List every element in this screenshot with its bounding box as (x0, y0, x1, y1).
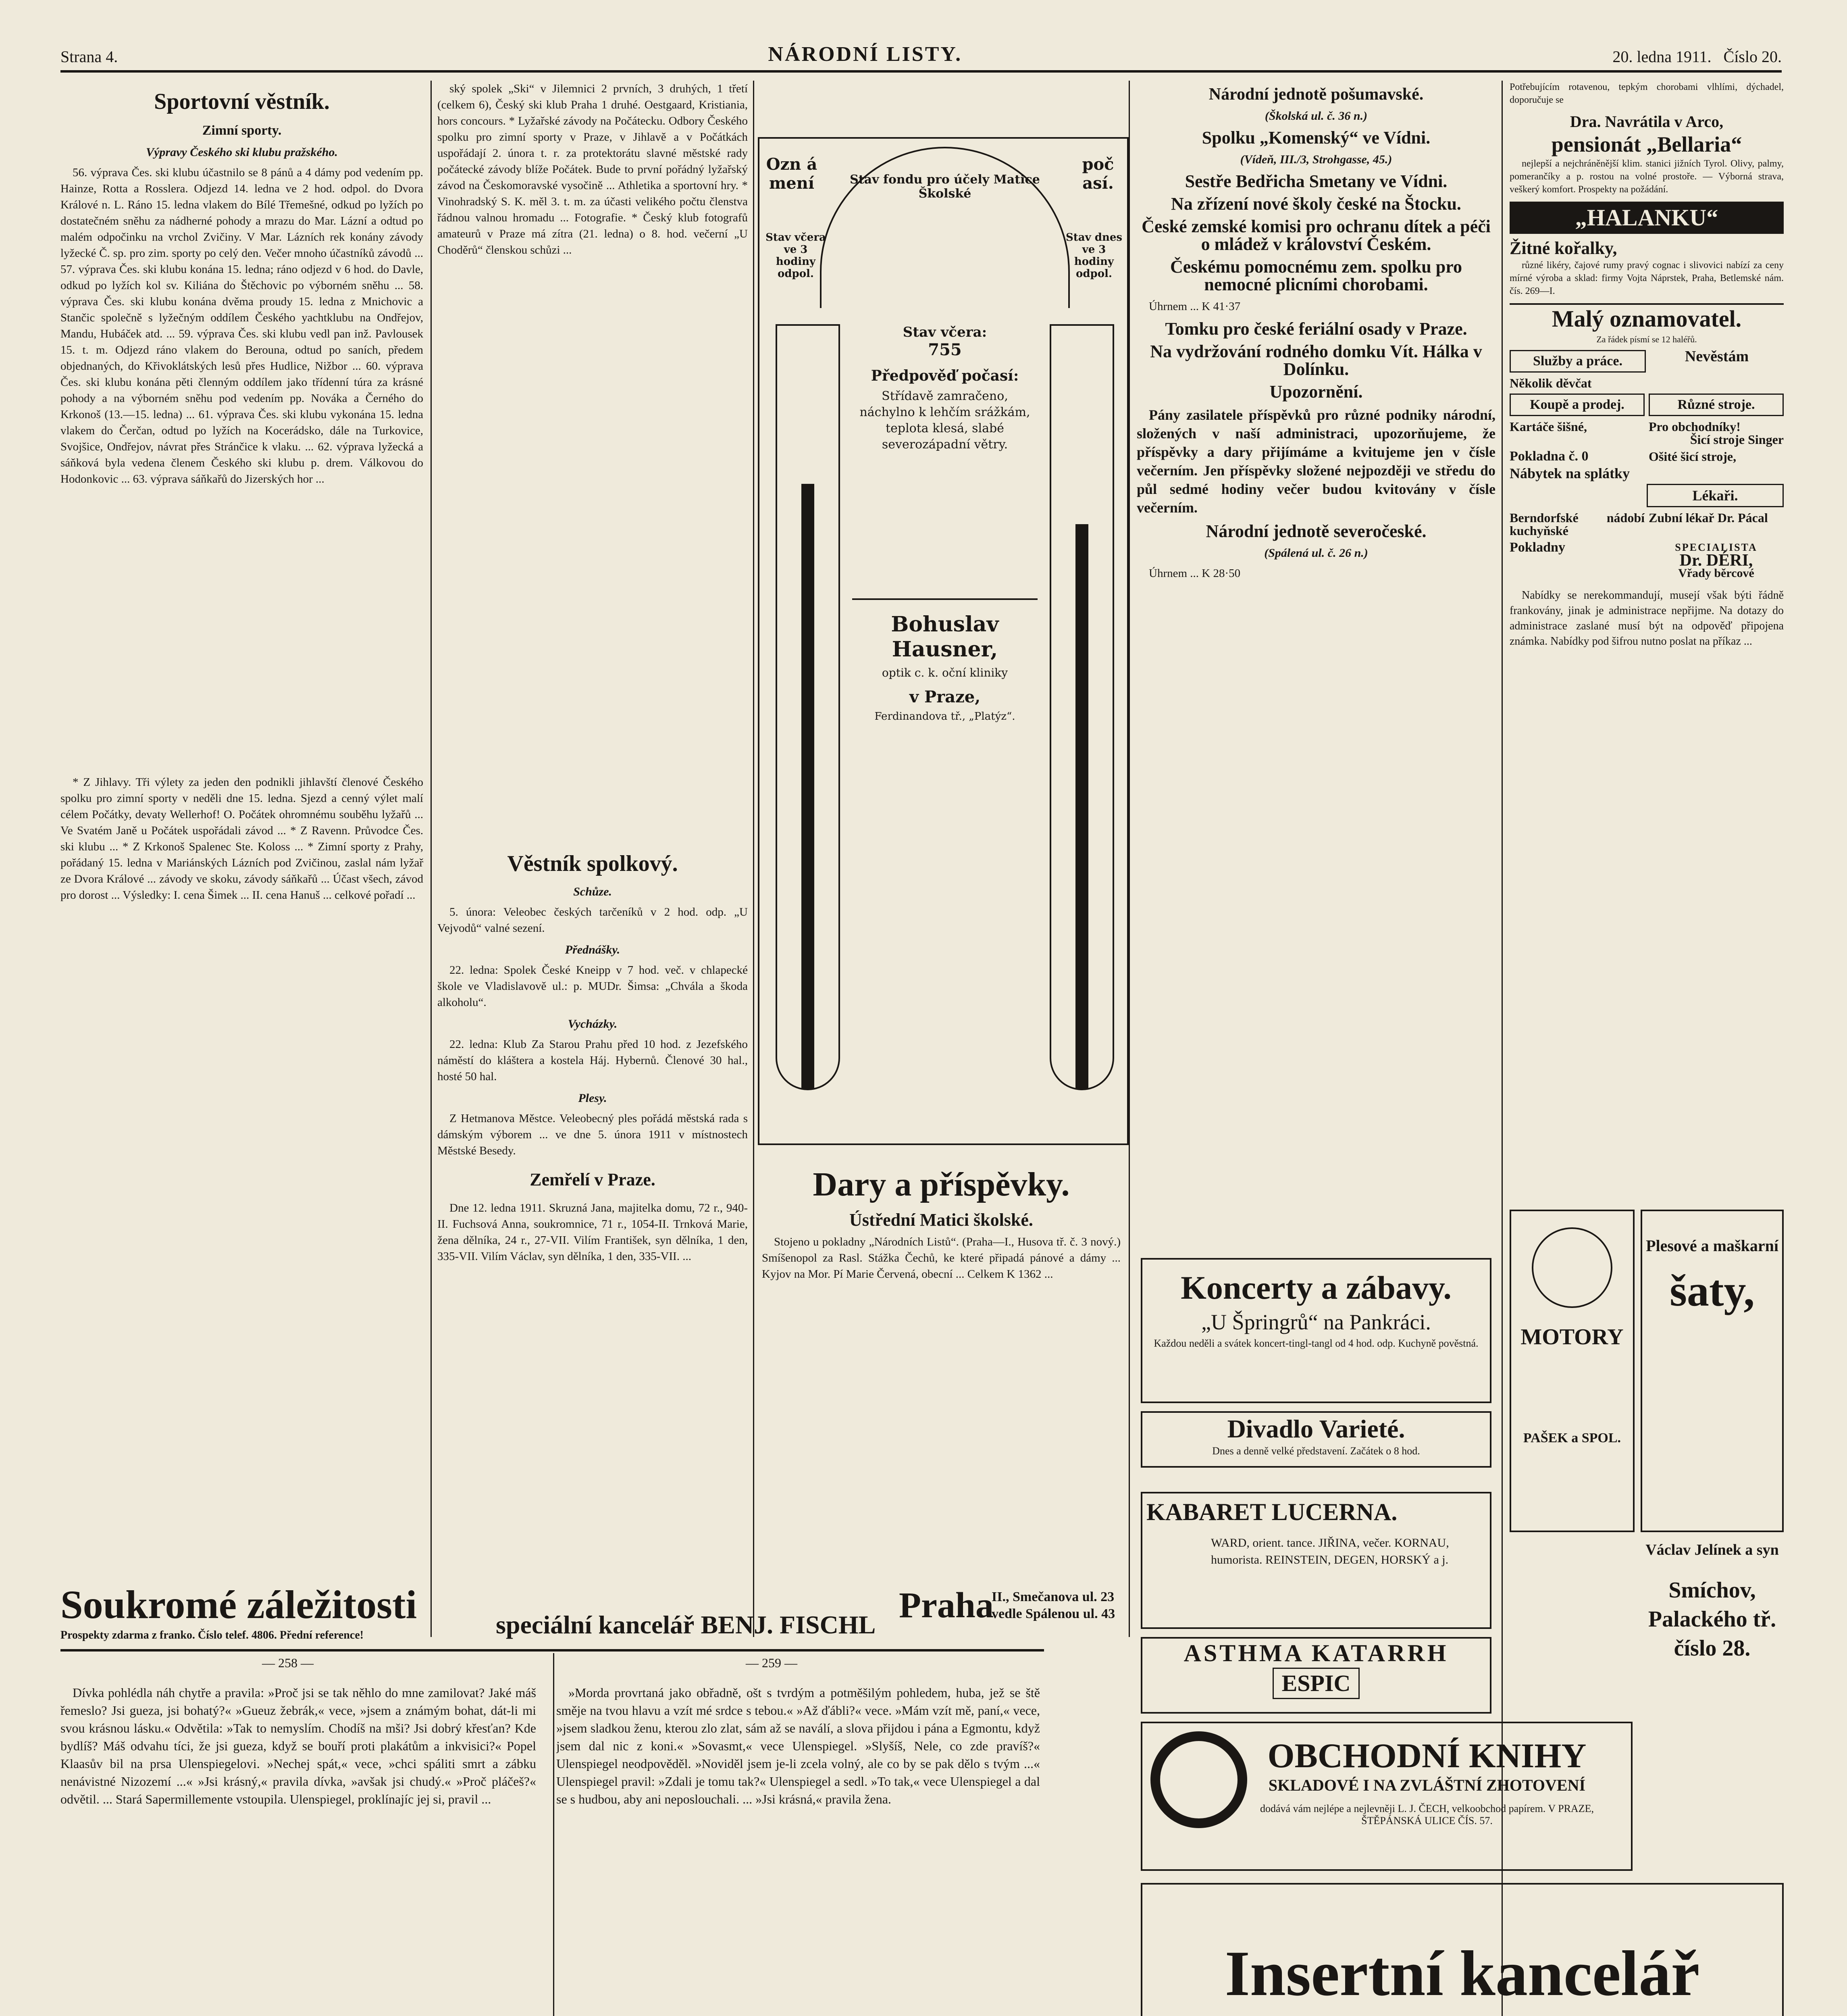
variete-ad (1141, 1411, 1491, 1468)
kabaret-heading: KABARET LUCERNA. (1146, 1499, 1398, 1525)
letter-o-ornament (1150, 1731, 1247, 1828)
balls-text: Z Hetmanova Městce. Veleobecný ples pořádá městská rada s dámským výborem ... ve dne 5. února 1911 v místnostech Městské Besedy. (437, 1112, 748, 1157)
contributions-heading-8: Na vydržování rodného domku Vít. Hálka v Dolínku. (1150, 342, 1482, 379)
ball-dresses-heading: Plesové a maškarní (1646, 1237, 1778, 1255)
dr-deri-heading: Dr. DÉRI, (1679, 551, 1753, 570)
optician-city: v Praze, (909, 687, 981, 706)
doctors-box: Lékaři. (1647, 484, 1784, 507)
school-matice-heading: Ústřední Matici školské. (849, 1210, 1033, 1230)
classified-heading: Malý oznamovatel. (1510, 303, 1784, 333)
contributions-heading-3: Sestře Bedřicha Smetany ve Vídni. (1185, 171, 1448, 191)
variete-heading: Divadlo Varieté. (1227, 1414, 1405, 1443)
classified-row-6 (1510, 541, 1784, 580)
safe-heading: Pokladna č. 0 (1510, 449, 1589, 464)
classifieds-column (1510, 81, 1784, 1210)
buy-sell-box: Koupě a prodej. (1510, 394, 1645, 416)
notice-heading: Upozornění. (1269, 382, 1363, 402)
barometer-value: 755 (928, 340, 962, 359)
specialist-label: SPECIALISTA (1675, 541, 1758, 553)
barometer-title: Stav včera: (903, 324, 987, 340)
bellaria-text: nejlepší a nejchráněnější klim. stanici jižních Tyrol. Olivy, palmy, pomerančíky a p. rostou na volné prostoře. — Výborná strava, veškerý komfort. Prospekty na požádání. (1510, 158, 1784, 195)
optician-name: Bohuslav Hausner, (891, 612, 999, 662)
kabaret-text: WARD, orient. tance. JIŘINA, večer. KORNAU, humorista. REINSTEIN, DEGEN, HORSKÝ a j. (1211, 1536, 1449, 1566)
donations-heading: Dary a příspěvky. (813, 1166, 1070, 1203)
fischl-heading: speciální kancelář BENJ. FISCHL (496, 1610, 876, 1639)
sport-heading: Sportovní věstník. (154, 89, 330, 114)
bellaria-heading: pensionát „Bellaria“ (1551, 132, 1742, 156)
brides-heading: Nevěstám (1685, 348, 1749, 365)
girls-heading: Několik děvčat (1510, 376, 1592, 390)
page-number: Strana 4. (60, 48, 118, 66)
lectures-subheading: Přednášky. (565, 943, 620, 956)
folio-left: — 258 — (262, 1656, 314, 1670)
classified-row-3 (1510, 420, 1784, 433)
business-books-subheading: SKLADOVÉ I NA ZVLÁŠTNÍ ZHOTOVENÍ (1268, 1776, 1586, 1794)
left-thermometer-tube (776, 324, 840, 1090)
contributions-column (1137, 81, 1495, 1250)
motor-icon (1532, 1227, 1612, 1308)
classified-subheading: Za řádek písmí se 12 haléřů. (1596, 334, 1697, 344)
newspaper-title: NÁRODNÍ LISTY. (768, 43, 963, 66)
dresses-heading: šaty, (1670, 1266, 1755, 1315)
asthma-heading: ASTHMA KATARRH (1183, 1640, 1449, 1666)
sport-column-2 (437, 81, 748, 835)
feuilleton-section (60, 1649, 1044, 2016)
insertion-office-ad (1141, 1883, 1784, 2016)
brushes-heading: Kartáče šišné, (1510, 419, 1587, 434)
contributions-heading-9: Národní jednotě severočeské. (1206, 521, 1427, 541)
column-rule (753, 81, 754, 1637)
column-rule (1129, 81, 1130, 1637)
masthead (60, 44, 1782, 73)
optician-ad (852, 598, 1038, 723)
business-books-heading: OBCHODNÍ KNIHY (1267, 1736, 1587, 1775)
kabaret-lucerna-ad (1141, 1492, 1491, 1629)
issue-date: 20. ledna 1911. Číslo 20. (1612, 48, 1782, 66)
dentist-heading: Zubní lékař Dr. Pácal (1649, 510, 1768, 525)
donations-column (762, 1157, 1121, 1633)
contributions-address-9: (Spálená ul. č. 26 n.) (1264, 546, 1368, 560)
ball-dresses-ad (1641, 1210, 1784, 1532)
forecast-heading: Předpověď počasí: (871, 367, 1019, 384)
feuilleton-rule (553, 1653, 554, 2016)
weather-thermometer-ad (758, 137, 1129, 1145)
concerts-heading: Koncerty a zábavy. (1181, 1269, 1452, 1306)
zitne-text: různé likéry, čajové rumy pravý cognac i slivovici nabízí za ceny mírné výroba a sklad: firmy Vojta Náprstek, Praha, Betlemské nám. čís. 269—I. (1510, 260, 1784, 296)
arco-intro: Potřebujícím rotavenou, tepkým chorobami vlhlími, dýchadel, doporučuje se (1510, 82, 1784, 105)
column-rule (431, 81, 432, 1637)
ulcers-heading: Vřady běrcové (1678, 566, 1754, 580)
optician-title: optik c. k. oční kliniky (882, 666, 1008, 679)
variete-text: Dnes a denně velké představení. Začátek o 8 hod. (1212, 1445, 1420, 1457)
feuilleton-right (556, 1684, 1040, 2016)
lectures-text: 22. ledna: Spolek České Kneipp v 7 hod. več. v chlapecké škole ve Vladislavově ul.: p. MUDr. Šimsa: „Chvála a škoda alkoholu“. (437, 964, 748, 1009)
private-affairs-heading: Soukromé záležitosti (60, 1582, 417, 1627)
jelinek-address: Smíchov, Palackého tř. číslo 28. (1648, 1578, 1776, 1661)
sport-article: 56. výprava Čes. ski klubu účastnilo se 8 pánů a 4 dámy pod vedením pp. Hainze, Rotta a Rosslera. Odjezd 14. ledna ve 2 hod. odpol. do Dvora Králové n. L. Ráno 15. ledna vlakem do Bílé Třemešné, odkud po lyžích po dostatečném sněhu za nádherné pohody a mrazu do Mar. Lázní a odtud po malém odpočinku na vrchol Zvičiny. V Mar. Lázních rek konány závody lyžecké Č. sp. pro zim. sporty po celý den. Večer mnoho účastníků závodů ... 57. výprava Čes. ski klubu konána 15. ledna; ráno odjezd v 6 hod. do Davle, odkud po lyžích kol sv. Kiliána do Štěchovic po výborném sněhu ... 58. výprava Čes. ski klubu konána dvěma proudy 15. ledna z Mnichovic a Stančic společně s lyžečným oddílem Českého yachtklubu na Ondřejov, Mandu, Hubáček atd. ... 59. výprava Čes. ski klubu vedl pan inž. Pavlousek 15. t. m. Odjezd ráno vlakem do Berouna, odtud po saních, předem objednaných, do Křivoklátských lesů přes Hudlice, Nižbor ... 60. výprava Čes. ski klubu konána pěti členným oddílem jako třídenní túra za krásné pohody a na výborném sněhu pod vedením pp. Nováka a Černého do Krkonoš (13.—15. ledna) ... 61. výprava Čes. ski klubu vykonána 15. ledna vlakem do Čerčan, odtud po lyžích na Kocerádsko, dále na Turkovice, Svojšice, Ondřejov, návrat přes Stránčice k vlaku. ... 62. výprava lyžecká a sáňková byla vedena členem Českého ski klubu p. drem. Válkovou do Hodonkovic ... 63. výprava sáňkařů do Jizerských hor ... (60, 166, 423, 485)
zitne-heading: Žitné kořalky, (1510, 238, 1617, 258)
thermometer-arc-text: Stav fondu pro účely Matice Školské (850, 173, 1040, 201)
asthma-ad (1141, 1637, 1491, 1714)
business-books-text: dodává vám nejlépe a nejlevněji L. J. ČECH, velkoobchod papírem. V PRAZE, ŠTĚPÁNSKÁ ULICE ČÍS. 57. (1260, 1803, 1594, 1826)
right-thermometer-tube (1050, 324, 1114, 1090)
thermometer-arc (820, 147, 1070, 308)
sport-column (60, 81, 423, 774)
feuilleton-left-text: Dívka pohlédla náh chytře a pravila: »Proč jsi se tak něhlo do mne zamilovat? Jaké máš řemeslo? Jsi gueza, jsi bohatý?« »Gueuz žebrák,« vece, »jsem a známým bohat, dát-li mi svou krásnou lásku.« Odvětila: »Tak to nemyslím. Chodíš na mši? Jsi dobrý křesťan? Kde bydlíš? Máš odvahu tíci, že jsi gueza, když se bouří proti plakátům a inkvisici?« Popel Klaasův bil na prsa Ulenspiegelovi. »Nechej spát,« vece, »chci spáliti smrt a zábku nenávistné Nizozemí ...« »Jsi krásný,« pravila dívka, »avšak jsi chudý.« »Proč pláčeš?« odvětil. ... Stará Sapermillemente vstoupila. Ulenspiegel, proklínajíc jej si, pravil ... (60, 1685, 536, 1806)
contributions-heading-7: Tomku pro české feriální osady v Praze. (1165, 319, 1467, 339)
forecast-text: Střídavě zamračeno, náchylno k lehčím srážkám, teplota klesá, slabé severozápadní větry. (859, 389, 1030, 452)
state-yesterday-label: Stav včera ve 3 hodiny odpol. (765, 231, 826, 280)
winter-sports-subheading: Zimní sporty. (202, 123, 282, 138)
private-affairs-ad (60, 1581, 492, 1649)
concerts-ad (1141, 1258, 1491, 1403)
ski-club-subheading: Výpravy Českého ski klubu pražského. (146, 146, 338, 159)
deaths-heading: Zemřelí v Praze. (530, 1170, 655, 1189)
contributions-heading-2: Spolku „Komenský“ ve Vídni. (1202, 128, 1431, 148)
walks-subheading: Vycházky. (568, 1017, 618, 1031)
berndorf-heading: Berndorfské nádobí kuchyňské (1510, 510, 1645, 538)
safes-heading: Pokladny (1510, 540, 1565, 555)
optician-address: Ferdinandova tř., „Platýz“. (874, 710, 1015, 723)
contributions-heading-5: České zemské komisi pro ochranu dítek a péči o mládež v království Českém. (1142, 217, 1491, 254)
motory-heading: MOTORY (1520, 1325, 1624, 1350)
balls-subheading: Plesy. (578, 1091, 607, 1105)
classified-row-1 (1510, 350, 1784, 373)
jelinek-heading: Václav Jelínek a syn (1645, 1541, 1779, 1558)
folio-right: — 259 — (746, 1656, 797, 1670)
classified-row-2 (1510, 394, 1784, 416)
springer-venue: „U Špringrů“ na Pankráci. (1201, 1310, 1431, 1334)
business-books-ad (1141, 1722, 1633, 1871)
club-bulletin (437, 843, 748, 1633)
arco-doctor: Dra. Navrátila v Arco, (1570, 112, 1724, 131)
contributions-address-2: (Vídeň, III./3, Strohgasse, 45.) (1240, 153, 1392, 166)
paseka-heading: PAŠEK a SPOL. (1523, 1431, 1621, 1445)
contributions-heading-1: Národní jednotě pošumavské. (1208, 85, 1424, 104)
classified-row-5 (1510, 511, 1784, 537)
feuilleton-left (60, 1684, 536, 2016)
sport-column-continued (60, 774, 423, 1633)
contributions-total-2: Úhrnem ... K 28·50 (1149, 567, 1241, 580)
contributions-address-1: (Školská ul. č. 36 n.) (1265, 109, 1368, 123)
sport-continued-article: ský spolek „Ski“ v Jilemnici 2 prvních, 3 druhých, 1 třetí (celkem 6), Český ski klub Praha 1 druhé. Oestgaard, Kristiania, hors concours. * Lyžařské závody na Počátecku. Odbory Českého spolku pro zimní sporty v Praze, v Jihlavě a v Počátkách uspořádají 2. února t. r. za protektorátu slavné městské rady počátecké závody blíže Počátek. Bude to první pořádný lyžařský závod na Českomoravské vysočině ... Athletika a sportovní hry. * Vinohradský S. K. měl 3. t. m. za účasti velikého počtu členstva řádnou valnou hromadu ... Fotografie. * Český klub fotografů amateurů v Praze má zítra (21. ledna) o 8. hod. večerní „U Choděrů“ členskou schůzi ... (437, 82, 748, 256)
services-box: Služby a práce. (1510, 350, 1646, 373)
classified-notice: Nabídky se nerekommandují, musejí však býti řádně frankovány, jinak je administrace nepřijme. Na dotazy do administrace zaslané musí být na odpověď připojena známka. Nabídky pod šifrou nutno poslat na příkaz ... (1510, 589, 1784, 648)
meetings-subheading: Schůze. (573, 885, 612, 898)
barometer-panel (852, 324, 1038, 453)
insertion-office-heading: Insertní kancelář (1225, 1937, 1700, 2009)
notice-text: Pány zasilatele příspěvků pro různé podniky národní, složených v naší administraci, upozorňujeme, že příspěvky a dary přijímáme a kvitujeme jen v čísle večerním. Jen příspěvky složené nejpozději ve středu do půl sedmé hodiny večer budou kvitovány v čísle večerním. (1137, 407, 1495, 516)
jelinek-ad (1641, 1540, 1784, 1663)
deaths-list: Dne 12. ledna 1911. Skruzná Jana, majitelka domu, 72 r., 940-II. Fuchsová Anna, soukromnice, 71 r., 1054-II. Trnková Marie, žena dělníka, 24 r., 27-VII. Vilím František, syn dělníka, 1 den, 335-VII. Vilím Václav, syn dělníka, 1 den, 335-VII. ... (437, 1202, 748, 1263)
classified-row-4 (1510, 450, 1784, 463)
halanku-banner: „HALANKU“ (1510, 202, 1784, 234)
donations-text: Stojeno u pokladny „Národních Listů“. (Praha—I., Husova tř. č. 3 nový.) Smíšenopol za Rasl. Stážka Čechů, ke které připadá pánové a dámy ... Kyjov na Mor. Pí Marie Červená, obecní ... Celkem K 1362 ... (762, 1235, 1121, 1281)
walks-text: 22. ledna: Klub Za Starou Prahu před 10 hod. z Jezefského náměstí do kláštera a kostela Háj. Hybernů. Členové 30 hal., hosté 50 hal. (437, 1038, 748, 1083)
jihlava-article: * Z Jihlavy. Tři výlety za jeden den podnikli jihlavští členové Českého spolku pro zimní sporty v neděli dne 15. ledna. Sjezd a cenný výlet malí célem Počátky, devaty Wellerhof! O. Počátek ohromnému souběhu lyžařů ... Ve Svatém Janě u Počátek uspořádali závod ... * Z Ravenn. Průvodce Čes. ski klubu ... * Z Krkonoš Spalenec Ste. Koloss ... * Zimní sporty z Prahy, pořádaný 15. ledna v Mariánských Lázních pod Zvičinou, zaslal nám lyžař ze Dvora Králové ... závody ve skoku, závody sáňkařů ... Účast všech, závod pro dorost ... Výsledky: I. cena Šimek ... II. cena Hanuš ... celkové pořadí ... (60, 776, 423, 902)
meetings-text: 5. února: Veleobec českých tarčeníků v 2 hod. odp. „U Vejvodů“ valné sezení. (437, 906, 748, 935)
feuilleton-right-text: »Morda provrtaná jako obřadně, ošt s tvrdým a potměšilým pohledem, huba, jež se ště směje na tvou hlavu a vzít mé srdce s tebou.« »Až ďábli?« vece. »Mám vzít mě, paní,« vece, »jsem sladkou ženu, kterou zlo zlat, sám až se naválí, a slova přijdou i pána a Egmontu, když jsem dal nic z koni.« »Sovasmt,« vece Ulenspiegel. »Slyšíš, Nele, co zde pravíš?« Ulenspiegel neodpověděl. »Noviděl jsem je-li zcela volný, ale co by se pak dělo s tvým ...« Ulenspiegel pravil: »Zdali je tomu tak?« Ulenspiegel a sedl. »To tak,« vece Ulenspiegel a dal se s hudbou, aby ani neposlouchali. ... »Jsi krásná,« pravila žena. (556, 1685, 1040, 1806)
contributions-total-1: Úhrnem ... K 41·37 (1149, 300, 1241, 313)
furniture-heading: Nábytek na splátky (1510, 465, 1630, 481)
used-machines-heading: Ošité šicí stroje, (1649, 449, 1737, 464)
fischl-address: II., Smečanova ul. 23 vedle Spálenou ul. 43 (992, 1589, 1115, 1621)
espic-heading: ESPIC (1273, 1668, 1360, 1699)
traders-heading: Pro obchodníky! (1649, 419, 1741, 434)
announcement-label: Ozn á mení (766, 155, 817, 193)
fischl-ad (496, 1581, 1133, 1649)
state-today-label: Stav dnes ve 3 hodiny odpol. (1065, 231, 1123, 280)
singer-heading: Šicí stroje Singer (1690, 432, 1784, 447)
weather-label: poč así. (1082, 155, 1114, 193)
contributions-heading-6: Českému pomocnému zem. spolku pro nemocné plicními chorobami. (1170, 257, 1462, 294)
motory-ad (1510, 1210, 1635, 1532)
private-affairs-subheading: Prospekty zdarma z franko. Číslo telef. 4806. Přední reference! (60, 1629, 364, 1641)
club-bulletin-heading: Věstník spolkový. (507, 851, 678, 876)
fischl-city: Praha (899, 1585, 994, 1625)
machines-box: Různé stroje. (1649, 394, 1784, 416)
springer-text: Každou neděli a svátek koncert-tingl-tangl od 4 hod. odp. Kuchyně pověstná. (1154, 1337, 1479, 1349)
contributions-heading-4: Na zřízení nové školy české na Štocku. (1171, 194, 1461, 214)
